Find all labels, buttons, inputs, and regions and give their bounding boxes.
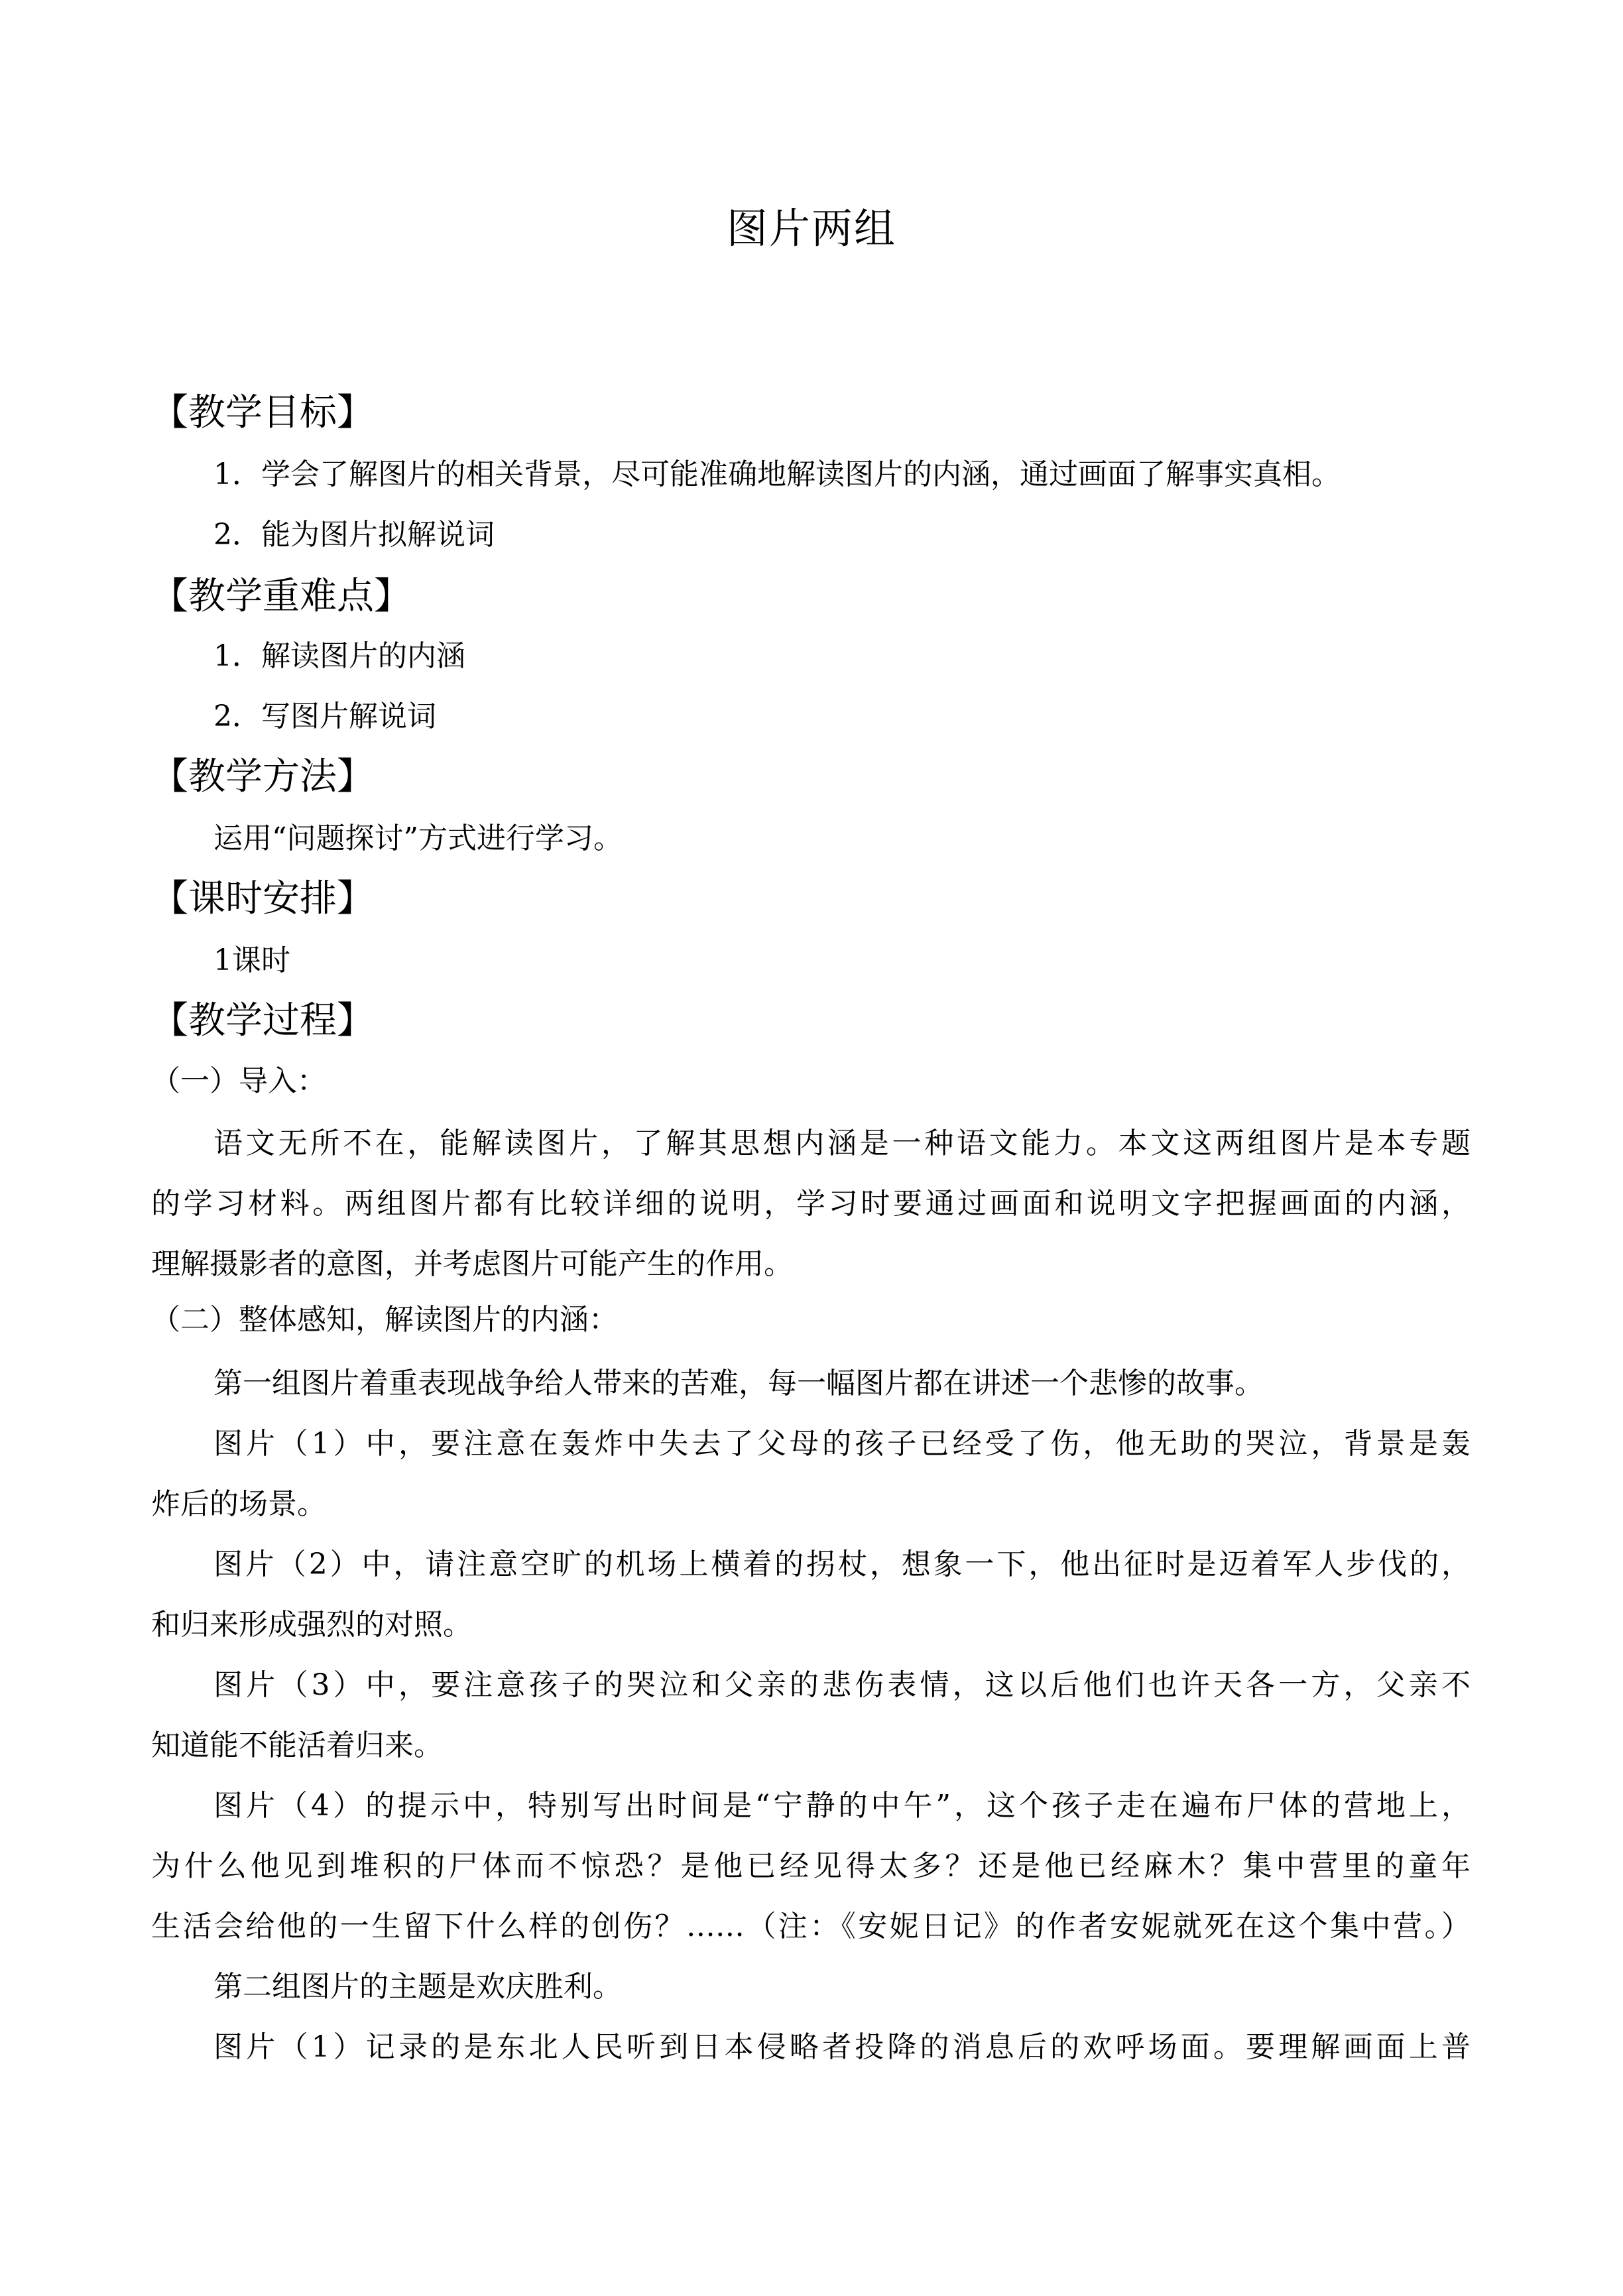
intro-paragraph-line-3: 理解摄影者的意图，并考虑图片可能产生的作用。 [151,1247,793,1281]
group1-intro: 第一组图片着重表现战争给人带来的苦难，每一幅图片都在讲述一个悲惨的故事。 [213,1366,1264,1400]
document-title: 图片两组 [726,204,896,253]
intro-paragraph-line-2: 的学习材料。两组图片都有比较详细的说明，学习时要通过画面和说明文字把握画面的内涵， [151,1187,1471,1221]
heading-key-points: 【教学重难点】 [151,575,411,618]
pic3-line-1: 图片（3）中，要注意孩子的哭泣和父亲的悲伤表情，这以后他们也许天各一方，父亲不 [213,1668,1471,1702]
heading-schedule: 【课时安排】 [151,877,374,920]
schedule-text: 1课时 [213,943,290,977]
intro-paragraph-line-1: 语文无所不在，能解读图片，了解其思想内涵是一种语文能力。本文这两组图片是本专题 [213,1126,1471,1160]
pic2-line-1: 图片（2）中，请注意空旷的机场上横着的拐杖，想象一下，他出征时是迈着军人步伐的， [213,1547,1471,1581]
group2-pic1-line-1: 图片（1）记录的是东北人民听到日本侵略者投降的消息后的欢呼场面。要理解画面上普 [213,2030,1471,2064]
methods-text: 运用“问题探讨”方式进行学习。 [213,821,623,855]
pic2-line-2: 和归来形成强烈的对照。 [151,1608,472,1642]
process-intro-label: （一）导入： [151,1064,326,1098]
pic4-line-2: 为什么他见到堆积的尸体而不惊恐？是他已经见得太多？还是他已经麻木？集中营里的童年 [151,1849,1471,1883]
heading-teaching-goals: 【教学目标】 [151,391,374,434]
pic1-line-1: 图片（1）中，要注意在轰炸中失去了父母的孩子已经受了伤，他无助的哭泣，背景是轰 [213,1427,1471,1461]
heading-teaching-process: 【教学过程】 [151,999,374,1042]
pic4-line-1: 图片（4）的提示中，特别写出时间是“宁静的中午”，这个孩子走在遍布尸体的营地上， [213,1789,1471,1823]
pic4-line-3: 生活会给他的一生留下什么样的创伤？……（注：《安妮日记》的作者安妮就死在这个集中营。） [151,1909,1471,1943]
process-overall-label: （二）整体感知，解读图片的内涵： [151,1303,618,1337]
key-point-item-1: 1．解读图片的内涵 [213,639,465,673]
group2-intro: 第二组图片的主题是欢庆胜利。 [213,1970,622,2004]
goal-item-1: 1．学会了解图片的相关背景，尽可能准确地解读图片的内涵，通过画面了解事实真相。 [213,457,1341,491]
key-point-item-2: 2．写图片解说词 [213,699,436,733]
pic1-line-2: 炸后的场景。 [151,1487,326,1521]
goal-item-2: 2．能为图片拟解说词 [213,518,495,552]
pic3-line-2: 知道能不能活着归来。 [151,1728,443,1762]
heading-teaching-methods: 【教学方法】 [151,755,374,798]
